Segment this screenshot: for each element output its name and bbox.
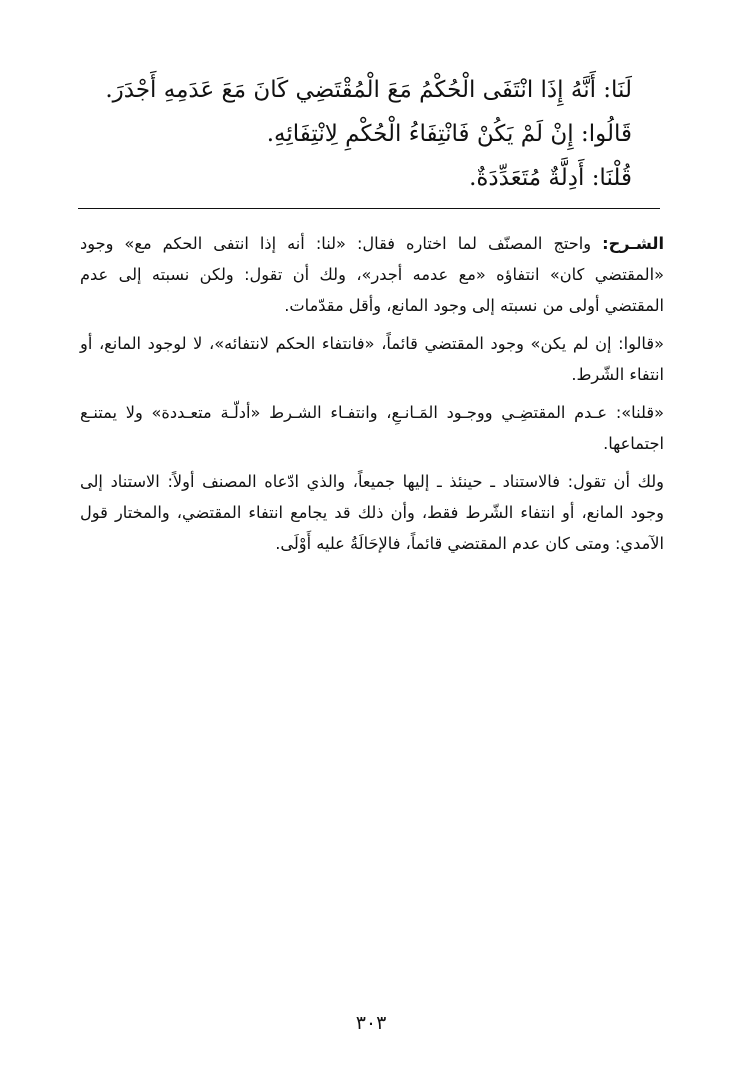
sharh-label: الشـرح:: [602, 234, 664, 253]
separator-rule: [78, 208, 660, 209]
matn-text: [80, 68, 632, 200]
page-number: ٣٠٣: [355, 1012, 387, 1034]
matn-line-2: قَالُوا: إِنْ لَمْ يَكُنْ فَانْتِفَاءُ الْحُكْمِ لِانْتِفَائِهِ.: [266, 121, 632, 147]
sharh-paragraph-4: ولك أن تقول: فالاستناد ـ حينئذ ـ إليها جميعاً، والذي ادّعاه المصنف أولاً: الاستناد إلى وجود المانع، أو انتفاء الشّرط فقط، وأن ذلك قد يجامع انتفاء المقتضي، والمختار قول الآمدي: ومتى كان عدم المقتضي قائماً، فالإحَالَةُ عليه أَوْلَى.: [80, 472, 664, 553]
matn-line-1: لَنَا: أَنَّهُ إِذَا انْتَفَى الْحُكْمُ مَعَ الْمُقْتَضِي كَانَ مَعَ عَدَمِهِ أَجْدَرَ.: [105, 77, 632, 103]
sharh-paragraph-3: «قلنا»: عـدم المقتضِـي ووجـود المَـانـعِ، وانتفـاء الشـرط «أدلّـة متعـددة» ولا يمتنـع اجتماعها.: [80, 403, 664, 453]
sharh-paragraph-2: «قالوا: إن لم يكن» وجود المقتضي قائماً، «فانتفاء الحكم لانتفائه»، لا لوجود المانع، أو انتفاء الشّرط.: [80, 334, 664, 384]
sharh-paragraph-1: [80, 228, 664, 321]
sharh-commentary: [80, 228, 664, 566]
sharh-paragraph-1-text: واحتج المصنّف لما اختاره فقال: «لنا: أنه إذا انتفى الحكم مع» وجود «المقتضي كان» انتفاؤه «مع عدمه أجدر»، ولك أن تقول: ولكن نسبته إلى عدم المقتضي أولى من نسبته إلى وجود المانع، وأقل مقدّمات.: [80, 234, 664, 315]
matn-line-3: قُلْنَا: أَدِلَّةٌ مُتَعَدِّدَةٌ.: [469, 165, 632, 191]
